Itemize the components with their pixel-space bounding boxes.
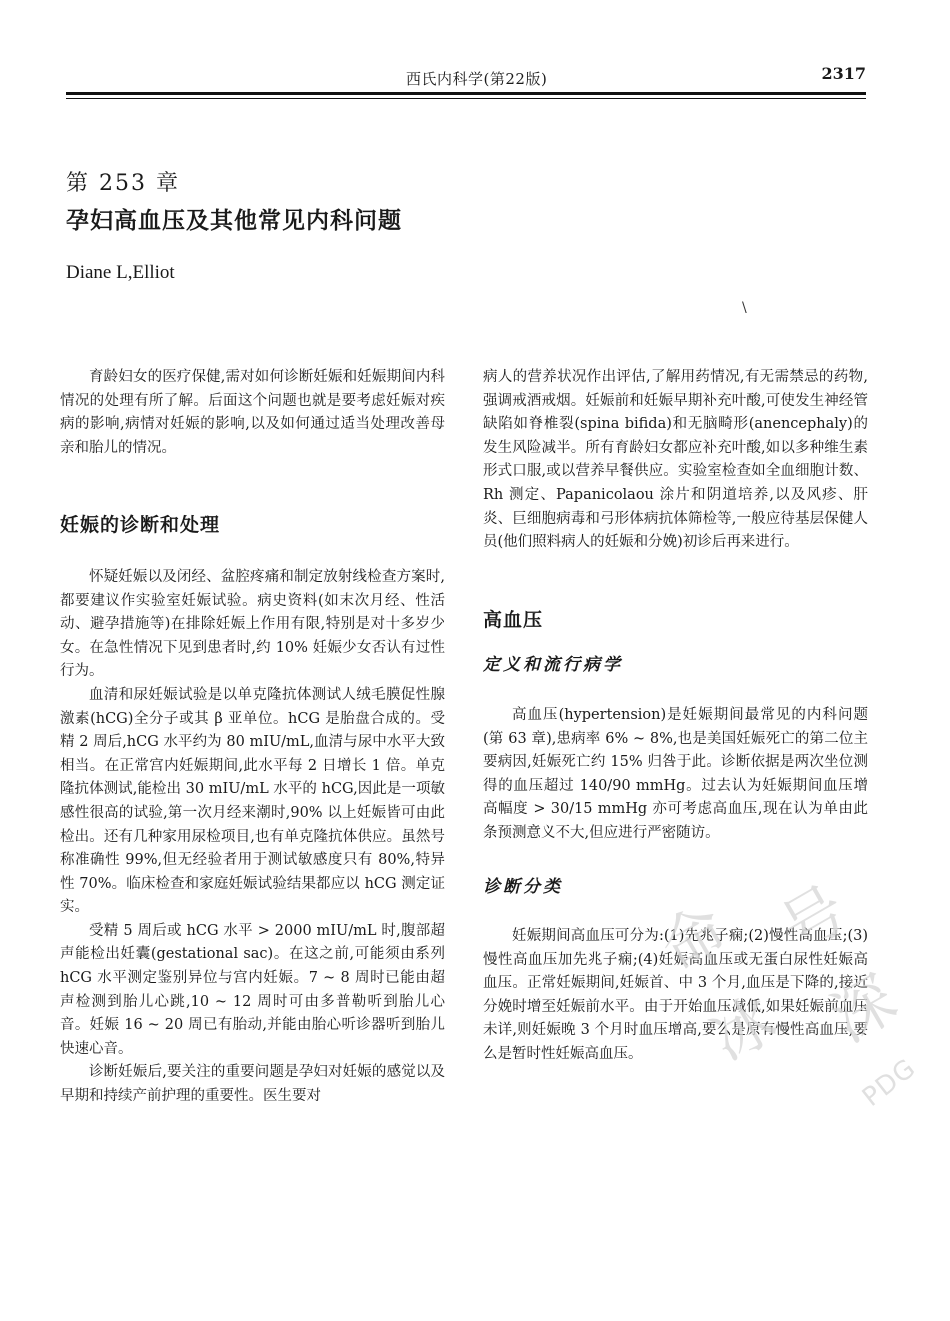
watermark-glyph: 号: [768, 871, 859, 966]
author-name: Diane L,Elliot: [66, 262, 175, 283]
chapter-number: 第 253 章: [66, 171, 180, 196]
chapter-title: 孕妇高血压及其他常见内科问题: [66, 207, 402, 234]
intro-paragraph: 育龄妇女的医疗保健,需对如何诊断妊娠和妊娠期间内科情况的处理有所了解。后面这个问题也就是要考虑妊娠对疾病的影响,病情对妊娠的影响,以及如何通过适当处理改善母亲和胎儿的情况。: [60, 369, 445, 456]
header-rule-thin: [66, 98, 866, 99]
page-number: 2317: [821, 64, 866, 83]
header-rule-thick: [66, 92, 866, 95]
paragraph-ultrasound: 受精 5 周后或 hCG 水平 > 2000 mIU/mL 时,腹部超声能检出妊囊(gestational sac)。在这之前,可能须由系列 hCG 水平测定鉴别异位与宫内妊娠。7 ~ 8 周时已能由超声检测到胎儿心跳,10 ~ 12 周时可由多普勒听到胎儿心音。妊娠 16 ~ 20 周已有胎动,并能由胎心听诊器听到胎儿快速心音。: [60, 922, 445, 1057]
right-column: [483, 366, 868, 1067]
section-heading-pregnancy-diagnosis: 妊娠的诊断和处理: [60, 514, 221, 537]
watermark-label: PDG: [857, 1053, 922, 1113]
stray-mark: \: [742, 300, 747, 316]
section-heading-hypertension: 高血压: [483, 608, 544, 631]
watermark-glyph: 深: [818, 961, 909, 1056]
running-title: 西氏内科学(第22版): [406, 70, 548, 88]
watermark-glyph: 命: [648, 891, 739, 986]
running-header: [66, 62, 866, 90]
left-column: [60, 366, 445, 1109]
subheading-diagnostic-classification: 诊断分类: [483, 876, 563, 897]
paragraph-hypertension-classification: 妊娠期间高血压可分为:(1)先兆子痫;(2)慢性高血压;(3)慢性高血压加先兆子痫;(4)妊娠高血压或无蛋白尿性妊娠高血压。正常妊娠期间,妊娠首、中 3 个月,血压是下降的,接近分娩时增至妊娠前水平。由于开始血压减低,如果妊娠前血压未详,则妊娠晚 3 个月时血压增高,要么是原有慢性高血压,要么是暂时性妊娠高血压。: [483, 928, 868, 1063]
watermark-glyph: 冰: [698, 981, 789, 1076]
paragraph-pregnancy-test-indications: 怀疑妊娠以及闭经、盆腔疼痛和制定放射线检查方案时,都要建议作实验室妊娠试验。病史资料(如末次月经、性活动、避孕措施等)在排除妊娠上作用有限,特别是对十多岁少女。在急性情况下见到患者时,约 10% 妊娠少女否认有过性行为。: [60, 568, 445, 680]
paragraph-hypertension-definition: 高血压(hypertension)是妊娠期间最常见的内科问题(第 63 章),患病率 6% ~ 8%,也是美国妊娠死亡的第二位主要病因,妊娠死亡约 15% 归咎于此。诊断依据是两次坐位测得的血压超过 140/90 mmHg。过去认为妊娠期间血压增高幅度 > 30/15 mmHg 亦可考虑高血压,现在认为单由此条预测意义不大,但应进行严密随访。: [483, 706, 868, 841]
paragraph-prenatal-care: 诊断妊娠后,要关注的重要问题是孕妇对妊娠的感觉以及早期和持续产前护理的重要性。医生要对: [60, 1064, 445, 1105]
paragraph-hcg-tests: 血清和尿妊娠试验是以单克隆抗体测试人绒毛膜促性腺激素(hCG)全分子或其 β 亚单位。hCG 是胎盘合成的。受精 2 周后,hCG 水平约为 80 mIU/mL,血清与尿中水平大致相当。在正常宫内妊娠期间,此水平每 2 日增长 1 倍。单克隆抗体测试,能检出 30 mIU/mL 水平的 hCG,因此是一项敏感性很高的试验,第一次月经来潮时,90% 以上妊娠皆可由此检出。还有几种家用尿检项目,也有单克隆抗体供应。虽然号称准确性 99%,但无经验者用于测试敏感度只有 80%,特异性 70%。临床检查和家庭妊娠试验结果都应以 hCG 测定证实。: [60, 686, 445, 916]
subheading-definition-epidemiology: 定义和流行病学: [483, 655, 623, 676]
paragraph-continued-prenatal-care: 病人的营养状况作出评估,了解用药情况,有无需禁忌的药物,强调戒酒戒烟。妊娠前和妊娠早期补充叶酸,可使发生神经管缺陷如脊椎裂(spina bifida)和无脑畸形(anencephaly)的发生风险减半。所有育龄妇女都应补充叶酸,如以多种维生素形式口服,或以营养早餐供应。实验室检查如全血细胞计数、Rh 测定、Papanicolaou 涂片和阴道培养,以及风疹、肝炎、巨细胞病毒和弓形体病抗体筛检等,一般应待基层保健人员(他们照料病人的妊娠和分娩)初诊后再来进行。: [483, 369, 868, 551]
